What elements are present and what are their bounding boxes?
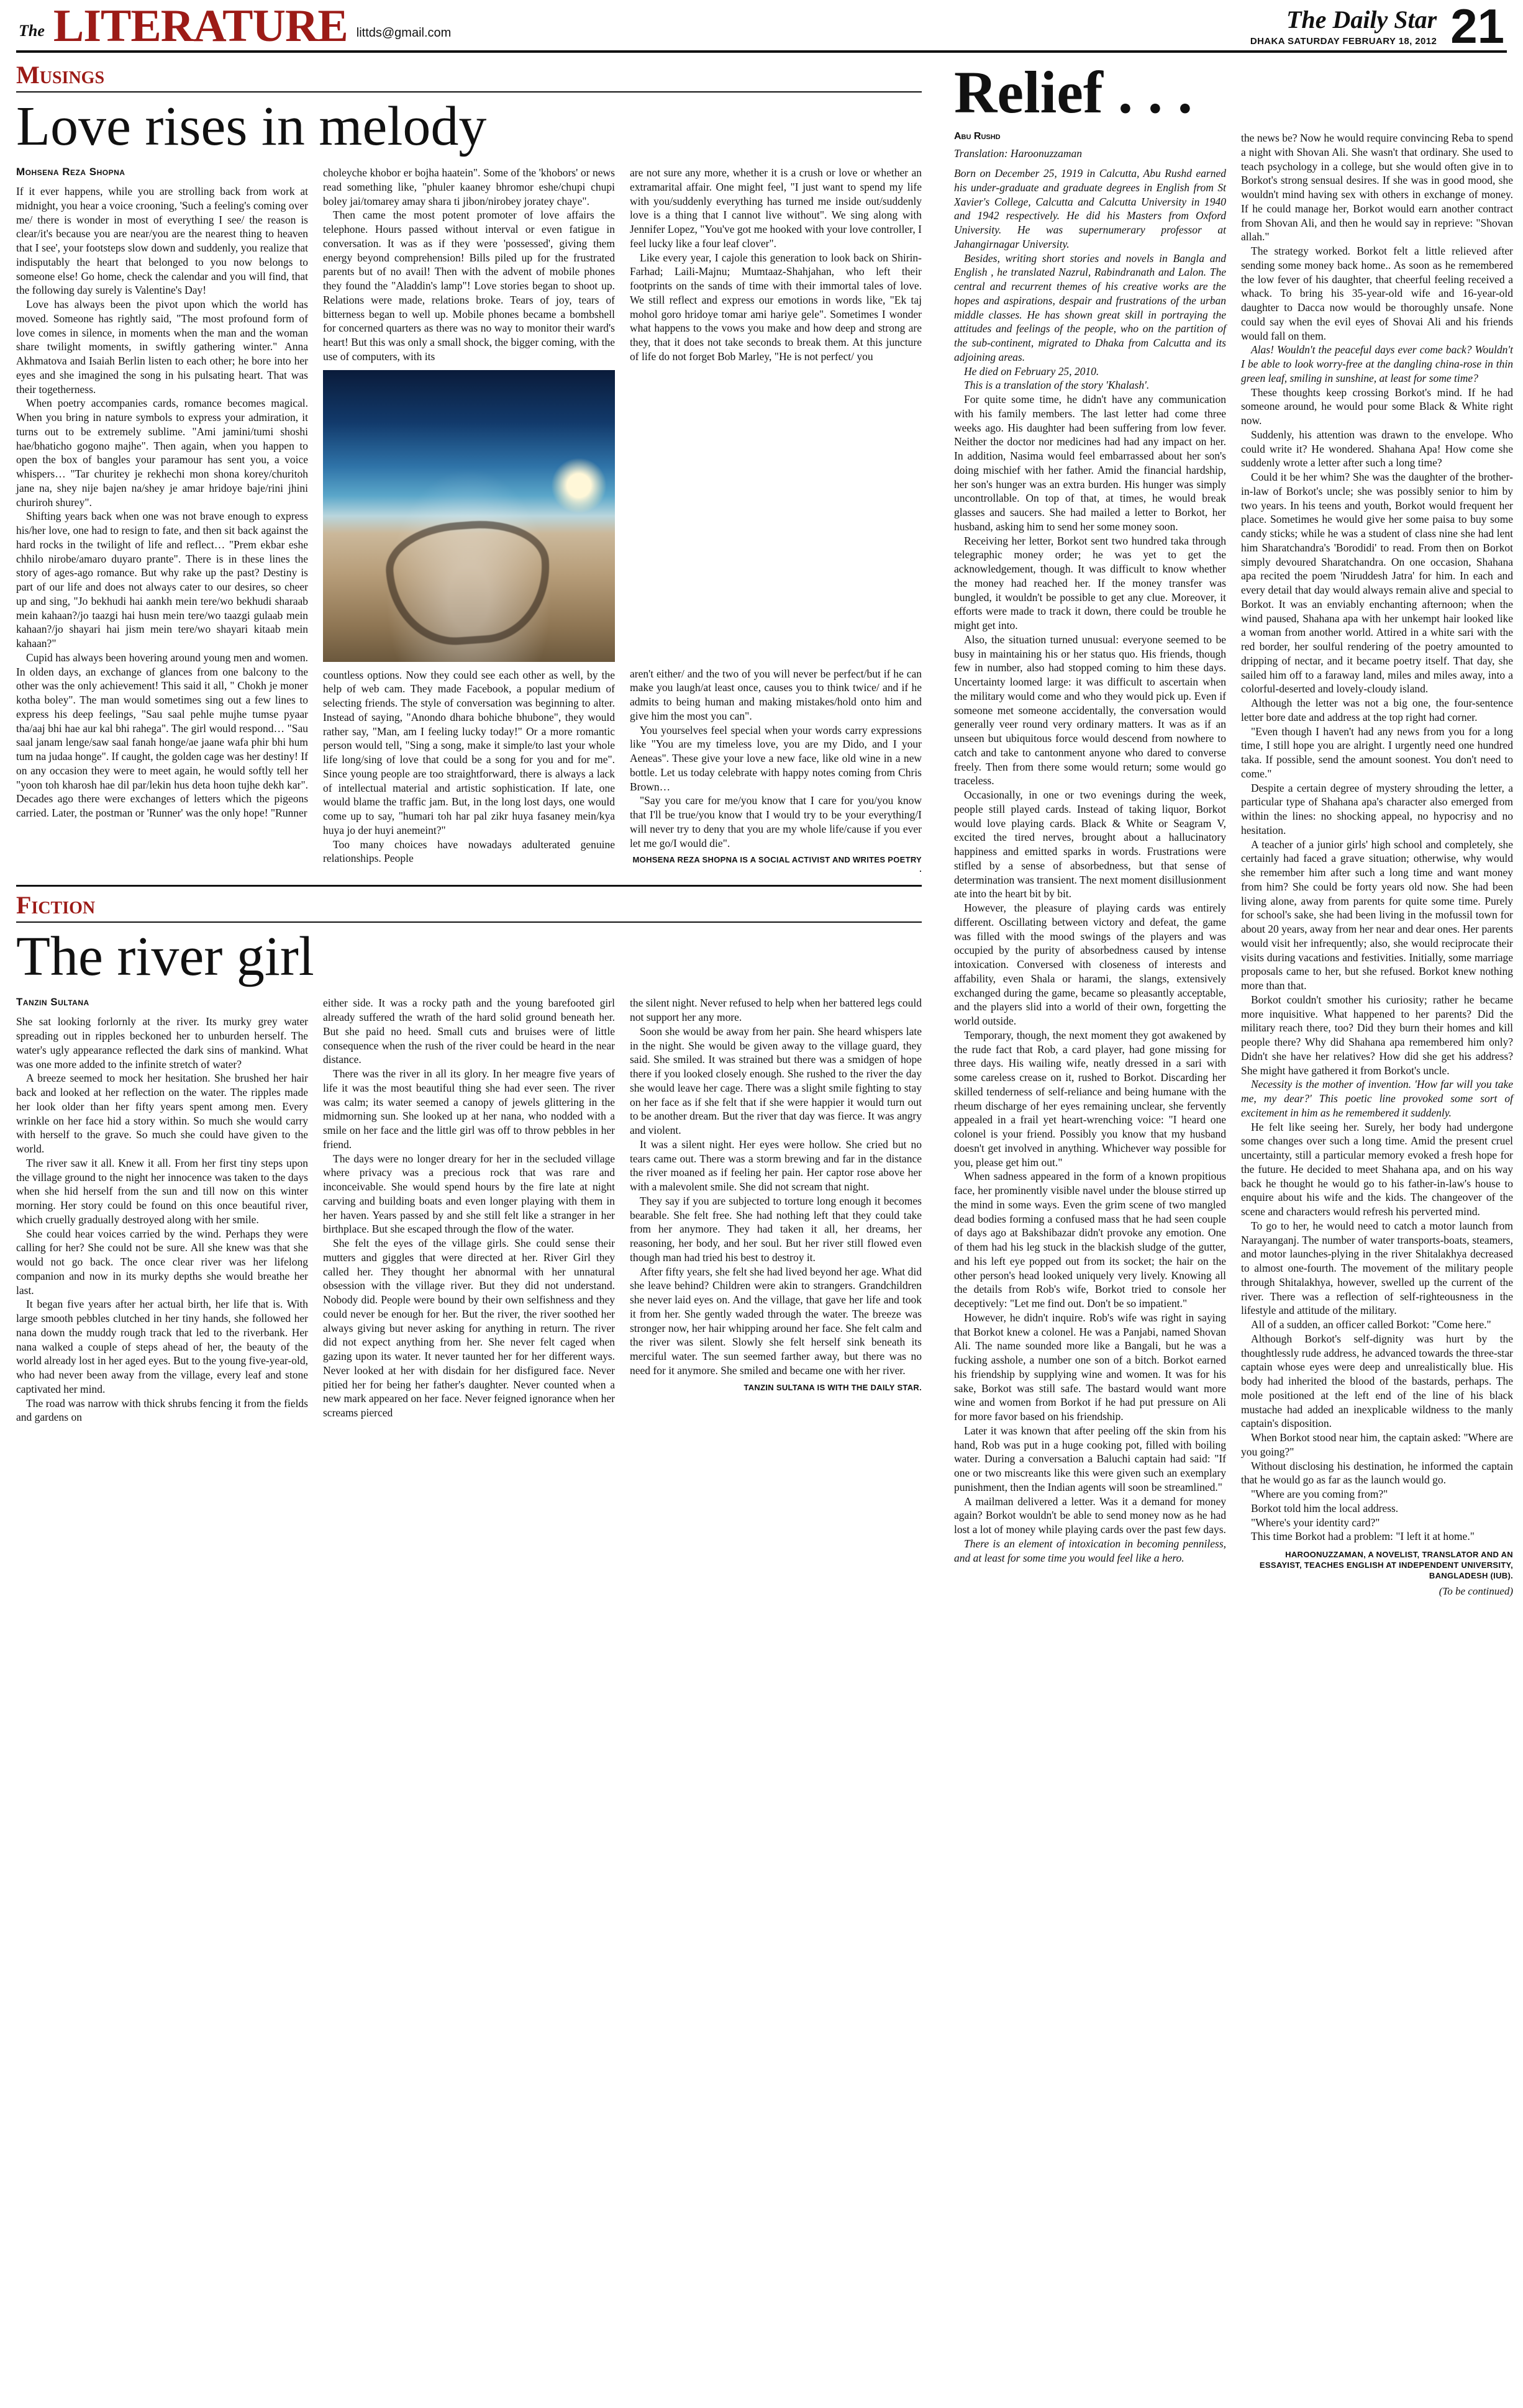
paragraph: Born on December 25, 1919 in Calcutta, Abu Rushd earned his under-graduate and graduate degrees in English from St Xavier's College, Calcutta and Calcutta University in 1940 and 1942 respectively. He did his Masters from Oxford University. He was supernumerary professor at Jahangirnagar University. <box>954 167 1226 250</box>
relief-column-1 <box>954 131 1226 1598</box>
relief-byline: Abu Rushd <box>954 131 1001 142</box>
fiction-byline: Tanzin Sultana <box>16 996 89 1008</box>
fiction-columns <box>16 996 922 1424</box>
paragraph: He died on February 25, 2010. <box>964 364 1099 378</box>
paragraph: The river saw it all. Knew it all. From her first tiny steps upon the village ground to the night her innocence was taken to the days when she hid herself from the sun and till now on this winter morning. Her story could be found on this once beautiful river, which cruelly gradually destroyed along with her smile. <box>16 1156 308 1226</box>
fiction-column-2 <box>323 996 615 1424</box>
article-musings <box>16 63 922 874</box>
musings-headline: Love rises in melody <box>16 96 487 158</box>
paragraph: A breeze seemed to mock her hesitation. She brushed her hair back and looked at her reflection on the water. The ripples made her look older than her fifty years spent among men. Every wrinkle on her face hid a story within. So much she would carry with herself to the grave. So much she could have given to the world. <box>16 1072 308 1156</box>
paragraph: After fifty years, she felt she had lived beyond her age. What did she leave behind? Children were akin to strangers. Grandchildren she never laid eyes on. And the village, that gave her life and took it from her. She gently waded through the water. The breeze was stronger now, her hair whipping around her face. She felt calm and the river was silent. Slowly she felt herself sink beneath its merciful water. The sun seemed farther away, but there was no need for it anymore. She smiled and became one with her river. <box>630 1265 922 1377</box>
masthead-logo: The <box>19 22 45 40</box>
fiction-column-1 <box>16 996 308 1424</box>
paragraph: aren't either/ and the two of you will never be perfect/but if he can make you laugh/at least once, causes you to think twice/ and if he admits to being human and making mistakes/hold onto him and give him the most you can". <box>630 667 922 722</box>
paragraph: Besides, writing short stories and novels in Bangla and English , he translated Nazrul, Rabindranath and Lalon. The central and recurrent themes of his creative works are the hopes and aspirations, despair and frustrations of the urban middle classes. He has shown great skill in portraying the attitudes and feelings of the people, who on the partition of the sub-continent, migrated to Dhaka from Calcutta and its adjoining areas. <box>954 251 1226 363</box>
paragraph: The days were no longer dreary for her in the secluded village where privacy was a precious rock that was rare and inconceivable. She would spend hours by the fire late at night carving and building boats and even longer playing with them in her haven. Years passed by and she still felt like a stranger in her birthplace. But she escaped through the flow of the water. <box>323 1152 615 1236</box>
paragraph: "Where are you coming from?" <box>1251 1488 1388 1501</box>
kicker-rule-2 <box>16 921 922 923</box>
fiction-headline: The river girl <box>16 926 314 988</box>
to-be-continued: (To be continued) <box>1439 1585 1513 1597</box>
paragraph: When Borkot stood near him, the captain asked: "Where are you going?" <box>1241 1431 1513 1458</box>
relief-endnote: HAROONUZZAMAN, A NOVELIST, TRANSLATOR AND AN ESSAYIST, TEACHES ENGLISH AT INDEPENDENT UNIVERSITY, BANGLADESH (IUB). <box>1259 1550 1513 1580</box>
paragraph: The strategy worked. Borkot felt a little relieved after sending some money back home.. As soon as he remembered the low fever of his daughter, that cheerful feeling received a whack. To bring his 35-year-old wife and 16-year-old daughter to Dacca now would be thoroughly unsafe. None could say when the evil eyes of Shovai Ali and his friends would fall on them. <box>1241 245 1513 342</box>
paragraph: She sat looking forlornly at the river. Its murky grey water spreading out in ripples beckoned her to unburden herself. The water's ugly appearance reflected the dark sins of mankind. What was one more added to the infinite stretch of water? <box>16 1015 308 1070</box>
relief-translator: Translation: Haroonuzzaman <box>954 147 1082 160</box>
paragraph: "Where's your identity card?" <box>1251 1516 1380 1529</box>
paragraph: Cupid has always been hovering around young men and women. In olden days, an exchange of glances from one balcony to the other was the only achievement! This said it all, " Chokh je moner kotha boley". The man would sometimes sing out a few lines to express his deep feelings, "Sau saal pehle mujhe tumse pyaar tha/aaj bhi hae aur kal bhi rahega". The girl would respond… "Sau saal janam lenge/saw saal fanah honge/ae jaane wafa phir bhi hum tum na judaa honge". If caught, the golden cage was her destiny! If on any occasion they were to meet again, he would softly tell her "yoon toh kharosh hae dil par/lekin hus deta hoon tujhe dekh kar". Decades ago there were exchanges of letters which the pigeons carried. Later, the postman or 'Runner' was the only hope! "Runner <box>16 651 308 820</box>
paragraph: Despite a certain degree of mystery shrouding the letter, a particular type of Shahana apa's character also emerged from within the lines: no shocking appeal, no hypocrisy and no hesitation. <box>1241 781 1513 836</box>
paragraph: Also, the situation turned unusual: everyone seemed to be busy in maintaining his or her status quo. His friends, though few in number, also had stopped coming to him these days. Uncertainty loomed large: it was difficult to ascertain when the military would come and who they would pick up. Even if someone met someone accidentally, the conversation would generally veer round very ordinary matters. It was as if an unseen but ubiquitous force would descend from nowhere to catch and take to cantonment anyone who dared to converse freely. Then from there some would return; some would go traceless. <box>954 633 1226 787</box>
paragraph: Borkot told him the local address. <box>1251 1501 1399 1514</box>
paragraph: Necessity is the mother of invention. 'How far will you take me, my dear?' This poetic line provoked some sort of excitement in him as he remembered it suddenly. <box>1241 1078 1513 1119</box>
article-fiction <box>16 893 922 1424</box>
paragraph: Soon she would be away from her pain. She heard whispers late in the night. She would be given away to the village guard, they said. She smiled. It was strained but there was a smidgen of hope there if you looked closely enough. She rushed to the river the day she would leave her cage. There was a slight smile fighting to stay on her face as if she felt that if she were happier it would turn out to be another dream. But the river that day was fierce. It was angry and violent. <box>630 1025 922 1137</box>
paragraph: It began five years after her actual birth, her life that is. With large smooth pebbles clutched in her tiny hands, she followed her nana down the muddy rough track that led to the riverbank. Her nana walked a couple of steps ahead of her, the beauty of the world already lost in her aged eyes. But to the young five-year-old, who had never been away from the village, every leaf and stone captivated her mind. <box>16 1298 308 1395</box>
paragraph: However, he didn't inquire. Rob's wife was right in saying that Borkot knew a colonel. He was a Panjabi, named Shovan Ali. The name sounded more like a Bangali, but he was a fucking asshole, a number one son of a bitch. Borkot earned his friendship by supplying wine and women. It was for his sake, Borkot was still safe. The bastard would want more wine and women from Borkot if he had put pressure on Ali for more favor based on his friendship. <box>954 1311 1226 1423</box>
paragraph: She could hear voices carried by the wind. Perhaps they were calling for her? She could not be sure. All she knew was that she would not go back. The once clear river was her lifelong companion and now in its murky depths she would breathe her last. <box>16 1227 308 1297</box>
paragraph: Alas! Wouldn't the peaceful days ever come back? Wouldn't I be able to look worry-free at the dangling china-rose in thin green leaf, smiling in sunshine, at least for some time? <box>1241 343 1513 384</box>
paragraph: They say if you are subjected to torture long enough it becomes bearable. She felt free. She had nothing left that they could take from her anymore. They had taken it all, her dreams, her reasoning, her body, and her soul. But her river still flowed even though man had tried his best to destroy it. <box>630 1194 922 1264</box>
paragraph: Occasionally, in one or two evenings during the week, people still played cards. Instead of taking liquor, Borkot would love playing cards. Black & White or Seagram V, excited the tired nerves, brought about a hallucinatory happiness and emitted sparks in words. Frustrations were stifled by a sense of absorbedness, but that sense of determination was transient. The next moment disillusionment ate into the heart bit by bit. <box>954 789 1226 900</box>
masthead-paper-block <box>1250 7 1437 47</box>
section-divider <box>16 885 922 887</box>
sun-glow <box>551 458 607 514</box>
paragraph: When sadness appeared in the form of a known propitious face, her prominently visible navel under the blouse stirred up the mind in some ways. Even the grim scene of two mangled dead bodies forming a confused mass that he had seen couple of days ago at Bakshibazar didn't provoke any emotion. One of them had his leg stuck in the blackish sludge of the gutter, and his left eye popped out from its socket; the hair on the other person's head looked uniquely very lively. Knowing all the details from Rob's wife, Borkot tried to console her deceptively: "Let me find out. Don't be so impatient." <box>954 1170 1226 1310</box>
paragraph: Receiving her letter, Borkot sent two hundred taka through telegraphic money order; he was yet to get the acknowledgement, though. It was difficult to know whether the money had reached her. If the money transfer was bungled, it wouldn't be possible to get any clue. Moreover, it efforts were made to track it down, there could be trouble he might get into. <box>954 534 1226 632</box>
fiction-credit: TANZIN SULTANA IS WITH THE DAILY STAR. <box>743 1382 922 1392</box>
fiction-kicker: Fiction <box>16 891 96 920</box>
paragraph: Borkot couldn't smother his curiosity; rather he became more inquisitive. What happened to her parents? Did the military reach there, too? Did they burn their homes and kill people there? Why did Shahana apa remembered him only? Didn't she have her relatives? How did she get his address? She might have gathered it from Borkot's uncle. <box>1241 993 1513 1077</box>
paragraph: either side. It was a rocky path and the young barefooted girl already suffered the wrath of the hard solid ground beneath her. But she paid no heed. Small cuts and bruises were of little consequence when the rush of the river could be heard in the near distance. <box>323 997 615 1066</box>
musings-column-1 <box>16 166 308 874</box>
masthead-paper-name: The Daily Star <box>1286 6 1437 34</box>
fiction-column-3 <box>630 996 922 1424</box>
masthead-email: littds@gmail.com <box>356 26 452 40</box>
paragraph: Love has always been the pivot upon which the world has moved. Someone has rightly said, "The most profound form of love comes in silence, in moments when the man and the woman share twilight moments, in swiftly gathering winter." Anna Akhmatova and Isaiah Berlin listen to each other; he bore into her eyes and she imagined the song in his pulsating heart. That was their togetherness. <box>16 298 308 396</box>
musings-columns <box>16 166 922 874</box>
paragraph: This time Borkot had a problem: "I left it at home." <box>1251 1530 1475 1543</box>
masthead-right <box>1250 0 1504 53</box>
musings-kicker: Musings <box>16 61 105 89</box>
relief-columns <box>954 131 1513 1598</box>
paragraph: Shifting years back when one was not brave enough to express his/her love, one had to resign to fate, and then sit back against the hard rocks in the twilight of life and reflect… "Prem ekbar eshe chhilo nirobe/amaro duyaro prante". There is in these lines the story of ages-ago romance. But why rake up the past? Destiny is part of our life and does not always cater to our desires, so cheer up and sing, "Jo bekhudi hai aankh mein tere/wo bekhudi sharaab mein kahaan?/jo taazgi hai husn mein tere/wo taazgi gulaab mein kahaan?/jo shayari hai jism mein tere/wo shayari kitaab mein kahaan?" <box>16 510 308 650</box>
musings-column-3 <box>630 166 922 874</box>
paragraph: Temporary, though, the next moment they got awakened by the rude fact that Rob, a card player, had gone missing for three days. His wailing wife, neatly dressed in a sari with some careless crease on it, rushed to Borkot. Discarding her skilled tenderness of self-reliance and being humane with the rheum discharge of her eyes remaining unclear, she fervently appealed in a frail yet heart-wrenching voice: "I heard one colonel is your friend. Possibly you know that my husband doesn't get involved in anything. Whichever way possible for you, please get him out." <box>954 1028 1226 1169</box>
masthead-left <box>19 1 452 52</box>
page-number: 21 <box>1450 0 1504 53</box>
paragraph: She felt the eyes of the village girls. She could sense their mutters and giggles that were directed at her. River Girl they called her. They thought her abnormal with her unnatural obsession with the village river. But they did not understand. Nobody did. People were bound by their own selfishness and they could never be enough for her. But the river, the river soothed her always giving but never asking for anything in return. The river did not expect anything from her. She never felt caged when gazing upon its water. It never taunted her for her different ways. Never looked at her with disdain for her disfigured face. Never pitied her for being her father's daughter. Never counted when a new mark appeared on her face. Never feigned ignorance when her screams pierced <box>323 1237 615 1419</box>
paragraph: He felt like seeing her. Surely, her body had undergone some changes over such a long time. Amid the present cruel uncertainty, still a particular memory evoked a fresh hope for the future. He decided to meet Shahana apa, and on his way back he thought he would go to his father-in-law's house to enquire about his wife and the kids. The changeover of the scene and characters would refresh his perverted mind. <box>1241 1120 1513 1218</box>
paragraph: There is an element of intoxication in becoming penniless, and at least for some time you would feel like a hero. <box>954 1537 1226 1564</box>
paragraph: It was a silent night. Her eyes were hollow. She cried but no tears came out. There was a storm brewing and far in the distance the river moaned as if feeling her pain. Her captor rose above her with a malevolent smile. She did not scream that night. <box>630 1138 922 1193</box>
masthead-section-title: LITERATURE <box>53 1 348 52</box>
paragraph: Like every year, I cajole this generation to look back on Shirin-Farhad; Laili-Majnu; Mumtaaz-Shahjahan, who left their footprints on the sands of time with their immortal tales of love. We still reflect and express our emotions in words like, "Ek taj mohol goro hridoye tomar ami hariye gele". Sometimes I wonder what happens to the vows you make and how deep and strong are they, that it does not take seconds to break them. At this juncture of life do not forget Bob Marley, "He is not perfect/ you <box>630 251 922 363</box>
paragraph: For quite some time, he didn't have any communication with his family members. The last letter had come three weeks ago. His daughter had been suffering from low fever. Neither the doctor nor medicines had had any impact on her. In addition, Nasima would feel embarrassed about her son's doing mischief with her father. Amid the financial hardship, her son's hunger was an extra burden. His hunger was simply uncontrollable. On top of that, at times, he would break glasses and saucers. She had mailed a letter to Borkot, her husband, asking him to send her some money soon. <box>954 393 1226 533</box>
paragraph: Although the letter was not a big one, the four-sentence letter bore date and address at the top right had corner. <box>1241 697 1513 723</box>
paragraph: A mailman delivered a letter. Was it a demand for money again? Borkot wouldn't be able to send money now as he had lost a lot of money while playing cards over the past few days. <box>954 1495 1226 1536</box>
left-zone <box>16 63 922 1598</box>
paragraph: Although Borkot's self-dignity was hurt by the thoughtlessly rude address, he advanced towards the three-star captain whose eyes were deep and unrealistically blue. His body had inherited the blood of the bastards, perhaps. The mole positioned at the left end of the line of his black mustache had added an inexplicable wildness to the manly captain's disposition. <box>1241 1332 1513 1430</box>
paragraph: Without disclosing his destination, he informed the captain that he would go as far as the launch would go. <box>1241 1459 1513 1487</box>
relief-column-2 <box>1241 131 1513 1598</box>
musings-column-2 <box>323 166 615 874</box>
paragraph: Too many choices have nowadays adulterated genuine relationships. People <box>323 838 615 865</box>
paragraph: "Say you care for me/you know that I care for you/you know that I'll be true/you know that I would try to be your everything/I will never try to deny that you are my whole life/cause if you ever let me go/I would die". <box>630 794 922 849</box>
paragraph: choleyche khobor er bojha haatein". Some of the 'khobors' or news read something like, "phuler kaaney bhromor eshe/chupi chupi boley jai/tomarey amay shara ti jibon/nirobey joratey chaye". <box>323 166 615 207</box>
paragraph: You yourselves feel special when your words carry expressions like "You are my timeless love, you are my Dido, and I your Aeneas". These give your love a new face, like old wine in a new bottle. Let us today celebrate with happy notes coming from Chris Brown… <box>630 723 922 793</box>
paragraph: are not sure any more, whether it is a crush or love or whether an extramarital affair. One might feel, "I just want to spend my life with you/suddenly everything has turned me inside out/suddenly love is a thing that I cannot live without". We sing along with Jennifer Lopez, "You've got me hooked with your love controller, I feel lucky like a four leaf clover". <box>630 166 922 250</box>
paragraph: Later it was known that after peeling off the skin from his hand, Rob was put in a huge cooking pot, filled with boiling water. During a conversation a Baluchi captain had said: "If one or two miscreants like this were given such an exemplary punishment, then the Indian agents will soon be streamlined." <box>954 1424 1226 1493</box>
paragraph: the news be? Now he would require convincing Reba to spend a night with Shovan Ali. She wasn't that ordinary. She used to teach psychology in a college, but she would often give in to Borkot's strong sensual desires. If she was in good mood, she wouldn't mind having sex with others in exchange of money. If he could manage her, Borkot would earn another contract from Shovan Ali, and then he would say in reprieve: "Shovan allah." <box>1241 132 1513 243</box>
musings-byline: Mohsena Reza Shopna <box>16 166 125 178</box>
heart-in-sand <box>383 516 555 650</box>
paragraph: Could it be her whim? She was the daughter of the brother-in-law of Borkot's uncle; she was possibly senior to him by two years. In his teens and youth, Borkot would frequent her place. Sometimes he would give her some paisa to buy some candy sticks; while he was a student of class nine she had lent him Sharatchandra's 'Borodidi' to read. From then on Borkot simply devoured Sharatchandra. On one occasion, Shahana apa recited the poem 'Niruddesh Jatra' for him. In each and every detail that day would always remain alive and special to Borkot. It was an enviably enchanting afternoon; when the wind paused, Shahana apa with her unkempt hair looked like a woman from another world. Attired in a white sari with the red border, her soulful rendering of the poetry amounted to dripping of nectar, and it became poetry itself. That day, she sailed him off to a faraway land, miles and miles away, into a colorful-deserted and lovely-cloudy island. <box>1241 471 1513 695</box>
page-content <box>16 53 1513 1598</box>
paragraph: the silent night. Never refused to help when her battered legs could not support her any more. <box>630 997 922 1024</box>
paragraph: Then came the most potent promoter of love affairs the telephone. Hours passed without interval or even fatigue in conversation. It was as if they were 'possessed', giving them energy beyond comprehension! Bills piled up for the frustrated parents but of no avail! Then with the advent of mobile phones they found the "Aladdin's lamp"! Love stories began to shoot up. Relations were made, relations broke. Tears of joy, tears of bitterness began to well up. Mobile phones became a bombshell for concerned quarters as there was no way to monitor their ward's heart! But this was only a small shock, the bigger coming, with the use of computers, with its <box>323 209 615 363</box>
paragraph: Suddenly, his attention was drawn to the envelope. Who could write it? He wondered. Shahana Apa! How come she suddenly wrote a letter after such a long time? <box>1241 428 1513 469</box>
paragraph: If it ever happens, while you are strolling back from work at midnight, you hear a voice crooning, 'Such a feeling's coming over me/ there is wonder in most of everything I see/ the reason is clear/it's because you are near/you are the nearest thing to heaven that I see', your footsteps slow down and suddenly, you realize that indisputably the heart that belonged to you now belongs to someone else! Go home, check the calendar and you will find, that the following day surely is Valentine's Day! <box>16 185 308 297</box>
article-relief <box>954 59 1513 1598</box>
relief-headline: Relief . . . <box>954 59 1193 126</box>
paragraph: When poetry accompanies cards, romance becomes magical. When you bring in nature symbols to express your admiration, it turns out to be extremely sublime. "Ami jamini/tumi shoshi hae/bhaticho gogono majhe". Then again, when you happen to open the box of bangles your paramour has sent you, a voice whispers… "Tar churitey je rekhechi mon shona korey/churitoh jane na, shey nije bajen na/shey je amar hridoye baje/rini jhini churiroh shurey". <box>16 397 308 509</box>
musings-credit: MOHSENA REZA SHOPNA IS A SOCIAL ACTIVIST AND WRITES POETRY . <box>632 855 922 874</box>
paragraph: These thoughts keep crossing Borkot's mind. If he had someone around, he would pour some Black & White right now. <box>1241 386 1513 427</box>
beach-heart-photo <box>323 370 615 662</box>
paragraph: countless options. Now they could see each other as well, by the help of web cam. They made Facebook, a popular medium of selecting friends. The style of conversation was beginning to alter. Instead of saying, "Anondo dhara bohiche bhubone", they would rather say, "Man, am I feeling lucky today!" Or a more romantic person would tell, "Sing a song, make it simple/to last your whole life long/sing of love that could be a song for you and for me". Since young people are too straightforward, there is always a lack of intellectual material and artistic sophistication. If late, one would blame the traffic jam. But, in the long lost days, one would come up to say, "humari toh har pal zikr huya fasaney mein/kya huya jo der huyi anemeint?" <box>323 668 615 836</box>
paragraph: "Even though I haven't had any news from you for a long time, I still hope you are alright. I urgently need one hundred taka. If possible, send the amount soonest. You don't need to come." <box>1241 725 1513 780</box>
masthead <box>16 0 1507 53</box>
paragraph: All of a sudden, an officer called Borkot: "Come here." <box>1251 1318 1491 1331</box>
paragraph: The road was narrow with thick shrubs fencing it from the fields and gardens on <box>16 1396 308 1424</box>
paragraph: However, the pleasure of playing cards was entirely different. Oscillating between victory and defeat, the game was filled with the mood swings of the players and was occupied by the purity of absorbedness caused by intense intoxication. Conversed with closeness of interests and affability, even Shala or harami, the slangs, extensively exchanged during the game, became so pleasantly acceptable, and the players slid into a world of their own, forgetting the world outside. <box>954 902 1226 1028</box>
paragraph: There was the river in all its glory. In her meagre five years of life it was the most beautiful thing she had ever seen. The river was calm; its water seemed a canopy of jewels glittering in the midmorning sun. She looked up at her nana, who nodded with a smile on her face and the little girl was off to throw pebbles in her friend. <box>323 1067 615 1151</box>
photo-gutter-spacer <box>630 364 922 667</box>
paragraph: This is a translation of the story 'Khalash'. <box>964 379 1150 392</box>
kicker-rule <box>16 91 922 93</box>
paragraph: To go to her, he would need to catch a motor launch from Narayanganj. The number of water transports-boats, steamers, and motor launches-plying in the river Shitalakhya decreased to almost one-fourth. The movement of the military people through Shitalakhya, however, swelled up the current of the river. There was a reflection of self-righteousness in the lifestyle and attitude of the military. <box>1241 1219 1513 1317</box>
paragraph: A teacher of a junior girls' high school and completely, she certainly had faced a grave situation; otherwise, why would she remember him after such a long time and want money from him? She could be forty years old now. She had been living alone, away from parents for quite some time. Purely for school's sake, she had been living in the mofussil town for about 20 years, away from her near and dear ones. Her parents would visit her infrequently; also, she would reciprocate their visits during vacations and festivities. Initially, some marriage proposals came to her, but she refused. Borkot knew nothing more than that. <box>1241 838 1513 992</box>
masthead-date: DHAKA SATURDAY FEBRUARY 18, 2012 <box>1250 36 1437 47</box>
